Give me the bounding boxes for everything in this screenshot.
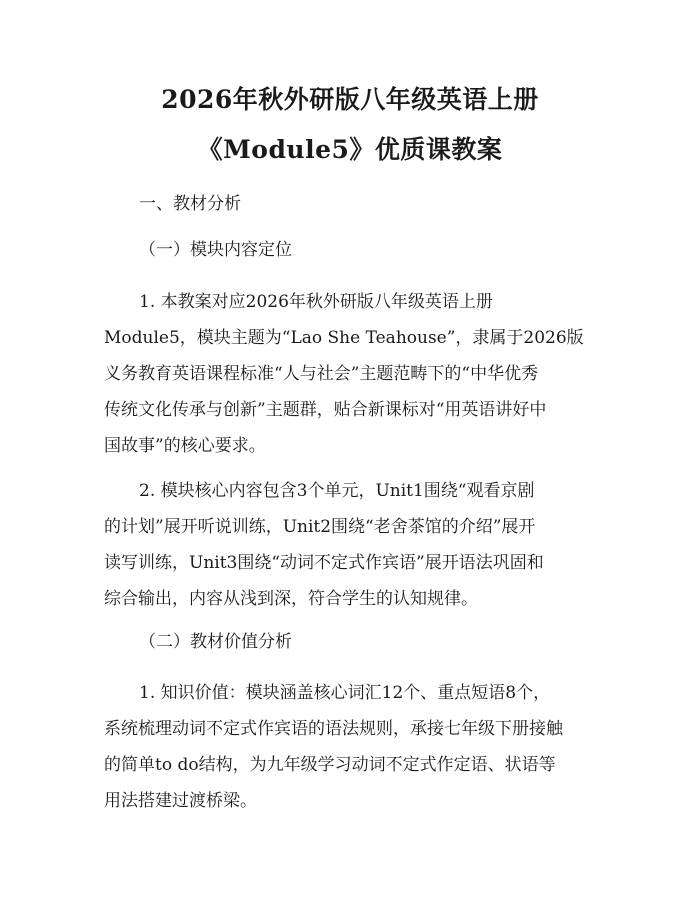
paragraph-line: 的计划”展开听说训练，Unit2围绕“老舍茶馆的介绍”展开 xyxy=(104,517,536,537)
paragraph-line: 传统文化传承与创新”主题群，贴合新课标对“用英语讲好中 xyxy=(104,400,547,420)
section-heading-textbook-analysis: 一、教材分析 xyxy=(139,194,241,214)
paragraph-knowledge-value xyxy=(104,675,604,819)
paragraph-line: 国故事”的核心要求。 xyxy=(104,436,266,456)
paragraph-module-positioning-2 xyxy=(104,473,604,617)
paragraph-line: 的简单to do结构，为九年级学习动词不定式作定语、状语等 xyxy=(104,755,556,775)
subsection-heading-module-positioning: （一）模块内容定位 xyxy=(139,240,292,260)
paragraph-line: Module5，模块主题为“Lao She Teahouse”，隶属于2026版 xyxy=(104,328,584,348)
paragraph-line: 读写训练，Unit3围绕“动词不定式作宾语”展开语法巩固和 xyxy=(104,553,544,573)
document-title-line-2: 《Module5》优质课教案 xyxy=(197,135,503,164)
paragraph-line: 系统梳理动词不定式作宾语的语法规则，承接七年级下册接触 xyxy=(104,719,563,739)
paragraph-module-positioning-1 xyxy=(104,284,604,464)
paragraph-line: 用法搭建过渡桥梁。 xyxy=(104,791,257,811)
paragraph-line: 综合输出，内容从浅到深，符合学生的认知规律。 xyxy=(104,589,478,609)
paragraph-line: 1. 本教案对应2026年秋外研版八年级英语上册 xyxy=(139,292,493,312)
document-title-line-1: 2026年秋外研版八年级英语上册 xyxy=(161,85,539,114)
paragraph-line: 2. 模块核心内容包含3个单元，Unit1围绕“观看京剧 xyxy=(139,481,535,501)
paragraph-line: 义务教育英语课程标准“人与社会”主题范畴下的“中华优秀 xyxy=(104,364,539,384)
subsection-heading-textbook-value: （二）教材价值分析 xyxy=(139,632,292,652)
paragraph-line: 1. 知识价值：模块涵盖核心词汇12个、重点短语8个， xyxy=(139,683,551,703)
